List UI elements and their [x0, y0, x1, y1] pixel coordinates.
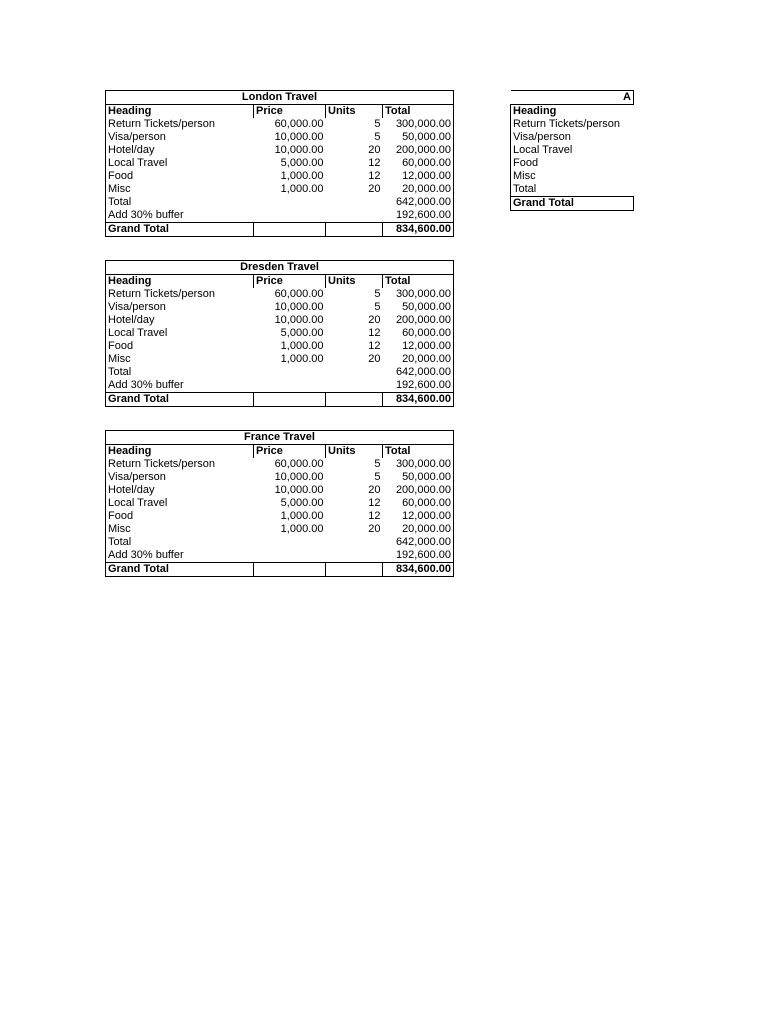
table-row — [106, 314, 454, 327]
table-row — [106, 471, 454, 484]
row-total: 50,000.00 — [383, 471, 454, 484]
row-price: 5,000.00 — [280, 327, 324, 339]
grand-total-label: Grand Total — [106, 393, 254, 407]
column-header-total: Total — [383, 445, 454, 459]
row-total: 50,000.00 — [383, 131, 454, 144]
list-item: Local Travel — [511, 144, 634, 157]
buffer-value: 192,600.00 — [383, 209, 454, 223]
row-total: 200,000.00 — [383, 144, 454, 157]
row-price: 1,000.00 — [280, 170, 324, 182]
row-total: 60,000.00 — [383, 327, 454, 340]
row-price: 10,000.00 — [274, 131, 324, 143]
row-total: 20,000.00 — [383, 183, 454, 196]
row-price: 60,000.00 — [274, 118, 324, 130]
row-units: 12 — [368, 510, 381, 522]
table-row — [106, 353, 454, 366]
row-total: 50,000.00 — [383, 301, 454, 314]
row-item: Return Tickets/person — [106, 288, 254, 301]
grand-total-row — [106, 563, 454, 577]
row-price: 60,000.00 — [274, 288, 324, 300]
total-row — [106, 536, 454, 549]
row-item: Visa/person — [106, 301, 254, 314]
column-header-units: Units — [326, 105, 383, 119]
row-units: 20 — [368, 314, 381, 326]
table-row — [106, 497, 454, 510]
column-header-total: Total — [383, 275, 454, 289]
buffer-label: Add 30% buffer — [106, 209, 254, 223]
row-units: 12 — [368, 157, 381, 169]
total-value: 642,000.00 — [383, 196, 454, 209]
row-total: 200,000.00 — [383, 484, 454, 497]
row-total: 300,000.00 — [383, 458, 454, 471]
table-row — [106, 144, 454, 157]
row-item: Misc — [106, 353, 254, 366]
column-header-price: Price — [254, 105, 326, 119]
buffer-value: 192,600.00 — [383, 379, 454, 393]
table-row — [106, 183, 454, 196]
table-title-fragment: A — [511, 91, 634, 105]
list-item: Return Tickets/person — [511, 118, 634, 131]
total-value: 642,000.00 — [383, 366, 454, 379]
buffer-row — [106, 549, 454, 563]
column-header-heading: Heading — [511, 105, 634, 119]
grand-total-value: 834,600.00 — [383, 563, 454, 577]
grand-total-value: 834,600.00 — [383, 393, 454, 407]
total-row — [106, 196, 454, 209]
row-total: 300,000.00 — [383, 288, 454, 301]
row-price: 1,000.00 — [280, 523, 324, 535]
row-price: 60,000.00 — [274, 458, 324, 470]
grand-total-label: Grand Total — [511, 197, 634, 211]
column-header-units: Units — [326, 275, 383, 289]
row-total: 60,000.00 — [383, 497, 454, 510]
row-units: 5 — [374, 118, 381, 130]
grand-total-value: 834,600.00 — [383, 223, 454, 237]
row-item: Hotel/day — [106, 484, 254, 497]
france-travel-table — [105, 430, 454, 577]
row-item: Local Travel — [106, 497, 254, 510]
row-price: 10,000.00 — [274, 484, 324, 496]
table-row — [106, 327, 454, 340]
row-units: 5 — [374, 471, 381, 483]
buffer-row — [106, 209, 454, 223]
column-header-heading: Heading — [106, 105, 254, 119]
row-item: Food — [106, 340, 254, 353]
grand-total-row — [106, 223, 454, 237]
row-units: 20 — [368, 183, 381, 195]
row-price: 1,000.00 — [280, 353, 324, 365]
table-title: Dresden Travel — [106, 261, 454, 275]
table-title: London Travel — [106, 91, 454, 105]
column-header-heading: Heading — [106, 445, 254, 459]
row-item: Hotel/day — [106, 314, 254, 327]
grand-total-label: Grand Total — [106, 563, 254, 577]
row-item: Return Tickets/person — [106, 458, 254, 471]
table-row — [106, 484, 454, 497]
table-row — [106, 170, 454, 183]
row-units: 20 — [368, 523, 381, 535]
row-total: 12,000.00 — [383, 340, 454, 353]
row-units: 5 — [374, 288, 381, 300]
column-header-units: Units — [326, 445, 383, 459]
row-total: 12,000.00 — [383, 170, 454, 183]
row-item: Misc — [106, 523, 254, 536]
table-row — [106, 157, 454, 170]
total-label: Total — [106, 366, 254, 379]
row-item: Hotel/day — [106, 144, 254, 157]
row-price: 1,000.00 — [280, 510, 324, 522]
row-total: 200,000.00 — [383, 314, 454, 327]
row-item: Food — [106, 510, 254, 523]
total-label: Total — [106, 536, 254, 549]
table-title: France Travel — [106, 431, 454, 445]
row-units: 5 — [374, 458, 381, 470]
table-row — [106, 131, 454, 144]
row-units: 12 — [368, 327, 381, 339]
list-item: Visa/person — [511, 131, 634, 144]
column-header-total: Total — [383, 105, 454, 119]
grand-total-row — [106, 393, 454, 407]
clipped-right-table — [510, 90, 634, 211]
row-units: 20 — [368, 353, 381, 365]
total-row — [106, 366, 454, 379]
row-price: 1,000.00 — [280, 183, 324, 195]
row-price: 10,000.00 — [274, 314, 324, 326]
row-item: Misc — [106, 183, 254, 196]
buffer-label: Add 30% buffer — [106, 379, 254, 393]
row-units: 12 — [368, 340, 381, 352]
column-header-price: Price — [254, 445, 326, 459]
row-total: 20,000.00 — [383, 353, 454, 366]
row-units: 20 — [368, 484, 381, 496]
table-row — [106, 458, 454, 471]
row-units: 5 — [374, 131, 381, 143]
buffer-label: Add 30% buffer — [106, 549, 254, 563]
row-units: 20 — [368, 144, 381, 156]
row-total: 300,000.00 — [383, 118, 454, 131]
row-item: Local Travel — [106, 327, 254, 340]
buffer-value: 192,600.00 — [383, 549, 454, 563]
list-item: Misc — [511, 170, 634, 183]
row-item: Food — [106, 170, 254, 183]
row-total: 12,000.00 — [383, 510, 454, 523]
column-header-heading: Heading — [106, 275, 254, 289]
row-units: 12 — [368, 497, 381, 509]
row-item: Local Travel — [106, 157, 254, 170]
table-row — [106, 340, 454, 353]
table-row — [106, 523, 454, 536]
table-row — [106, 510, 454, 523]
row-units: 5 — [374, 301, 381, 313]
grand-total-label: Grand Total — [106, 223, 254, 237]
row-price: 5,000.00 — [280, 497, 324, 509]
column-header-price: Price — [254, 275, 326, 289]
total-value: 642,000.00 — [383, 536, 454, 549]
row-item: Visa/person — [106, 471, 254, 484]
list-item: Total — [511, 183, 634, 197]
row-price: 10,000.00 — [274, 471, 324, 483]
buffer-row — [106, 379, 454, 393]
row-price: 1,000.00 — [280, 340, 324, 352]
dresden-travel-table — [105, 260, 454, 407]
row-item: Return Tickets/person — [106, 118, 254, 131]
total-label: Total — [106, 196, 254, 209]
row-price: 5,000.00 — [280, 157, 324, 169]
row-item: Visa/person — [106, 131, 254, 144]
row-price: 10,000.00 — [274, 301, 324, 313]
list-item: Food — [511, 157, 634, 170]
table-row — [106, 118, 454, 131]
row-price: 10,000.00 — [274, 144, 324, 156]
row-total: 20,000.00 — [383, 523, 454, 536]
table-row — [106, 288, 454, 301]
london-travel-table — [105, 90, 454, 237]
table-row — [106, 301, 454, 314]
row-total: 60,000.00 — [383, 157, 454, 170]
row-units: 12 — [368, 170, 381, 182]
